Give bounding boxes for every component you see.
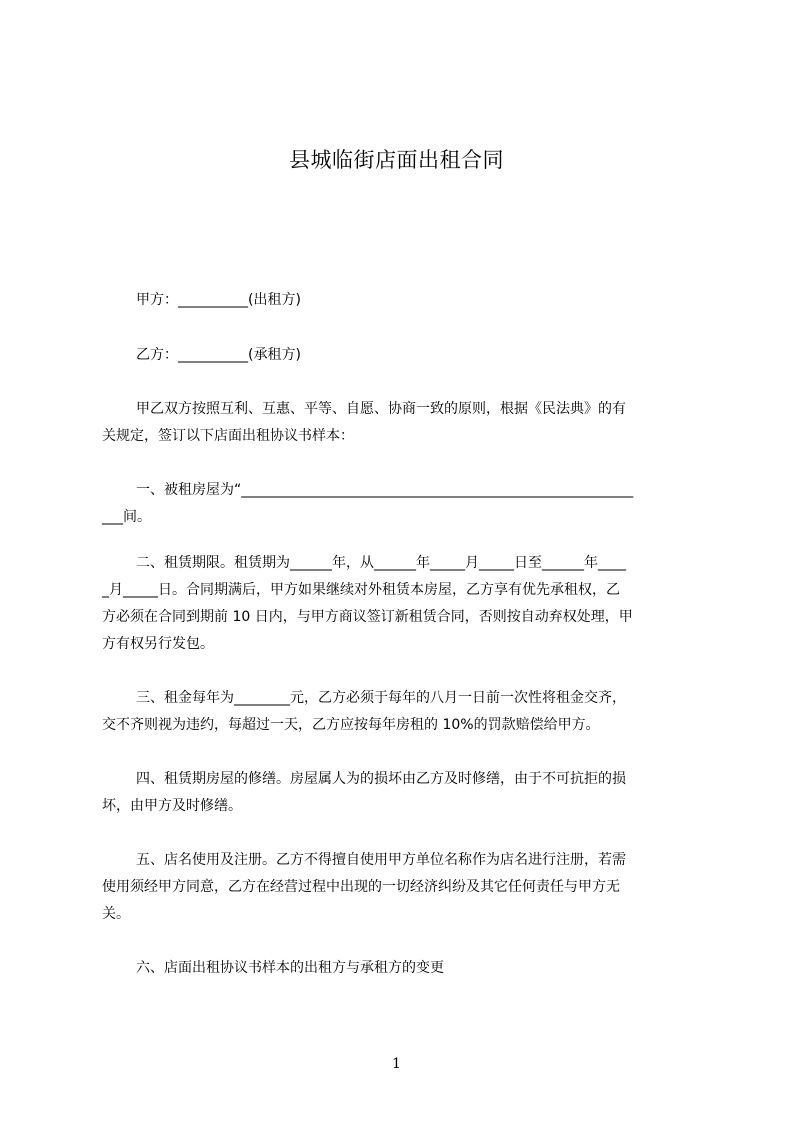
section-5-line-1: 五、店名使用及注册。乙方不得擅自使用甲方单位名称作为店名进行注册，若需 (136, 852, 626, 868)
section-2-line-1: 二、租赁期限。租赁期为______年，从______年_____月_____日至______年____ (136, 555, 626, 571)
section-4-line-2: 坏，由甲方及时修缮。 (102, 798, 242, 814)
document-title: 县城临街店面出租合同 (289, 148, 504, 172)
section-2-line-3: 方必须在合同到期前 10 日内，与甲方商议签订新租赁合同，否则按自动弃权处理，甲 (102, 609, 633, 625)
section-4-line-1: 四、租赁期房屋的修缮。房屋属人为的损坏由乙方及时修缮，由于不可抗拒的损 (136, 771, 626, 787)
section-2-line-4: 方有权另行发包。 (102, 636, 214, 652)
party-b-line: 乙方：__________(承租方) (136, 347, 301, 363)
section-1-line-1: 一、被租房屋为“________________________________________________________ (136, 482, 634, 498)
section-3-line-1: 三、租金每年为________元，乙方必须于每年的八月一日前一次性将租金交齐， (136, 690, 626, 706)
section-2-line-2: _月_____日。合同期满后，甲方如果继续对外租赁本房屋，乙方享有优先承租权，乙 (102, 582, 620, 598)
section-5-line-2: 使用须经甲方同意，乙方在经营过程中出现的一切经济纠纷及其它任何责任与甲方无 (102, 879, 620, 895)
section-6-line-1: 六、店面出租协议书样本的出租方与承租方的变更 (136, 960, 444, 976)
intro-line-1: 甲乙双方按照互利、互惠、平等、自愿、协商一致的原则，根据《民法典》的有 (136, 401, 626, 417)
page-number: 1 (392, 1056, 401, 1072)
intro-line-2: 关规定，签订以下店面出租协议书样本： (102, 428, 354, 444)
party-a-line: 甲方：__________(出租方) (136, 292, 301, 308)
section-3-line-2: 交不齐则视为违约，每超过一天，乙方应按每年房租的 10%的罚款赔偿给甲方。 (102, 717, 600, 733)
section-1-line-2: ___间。 (102, 509, 151, 525)
section-5-line-3: 关。 (102, 906, 130, 922)
